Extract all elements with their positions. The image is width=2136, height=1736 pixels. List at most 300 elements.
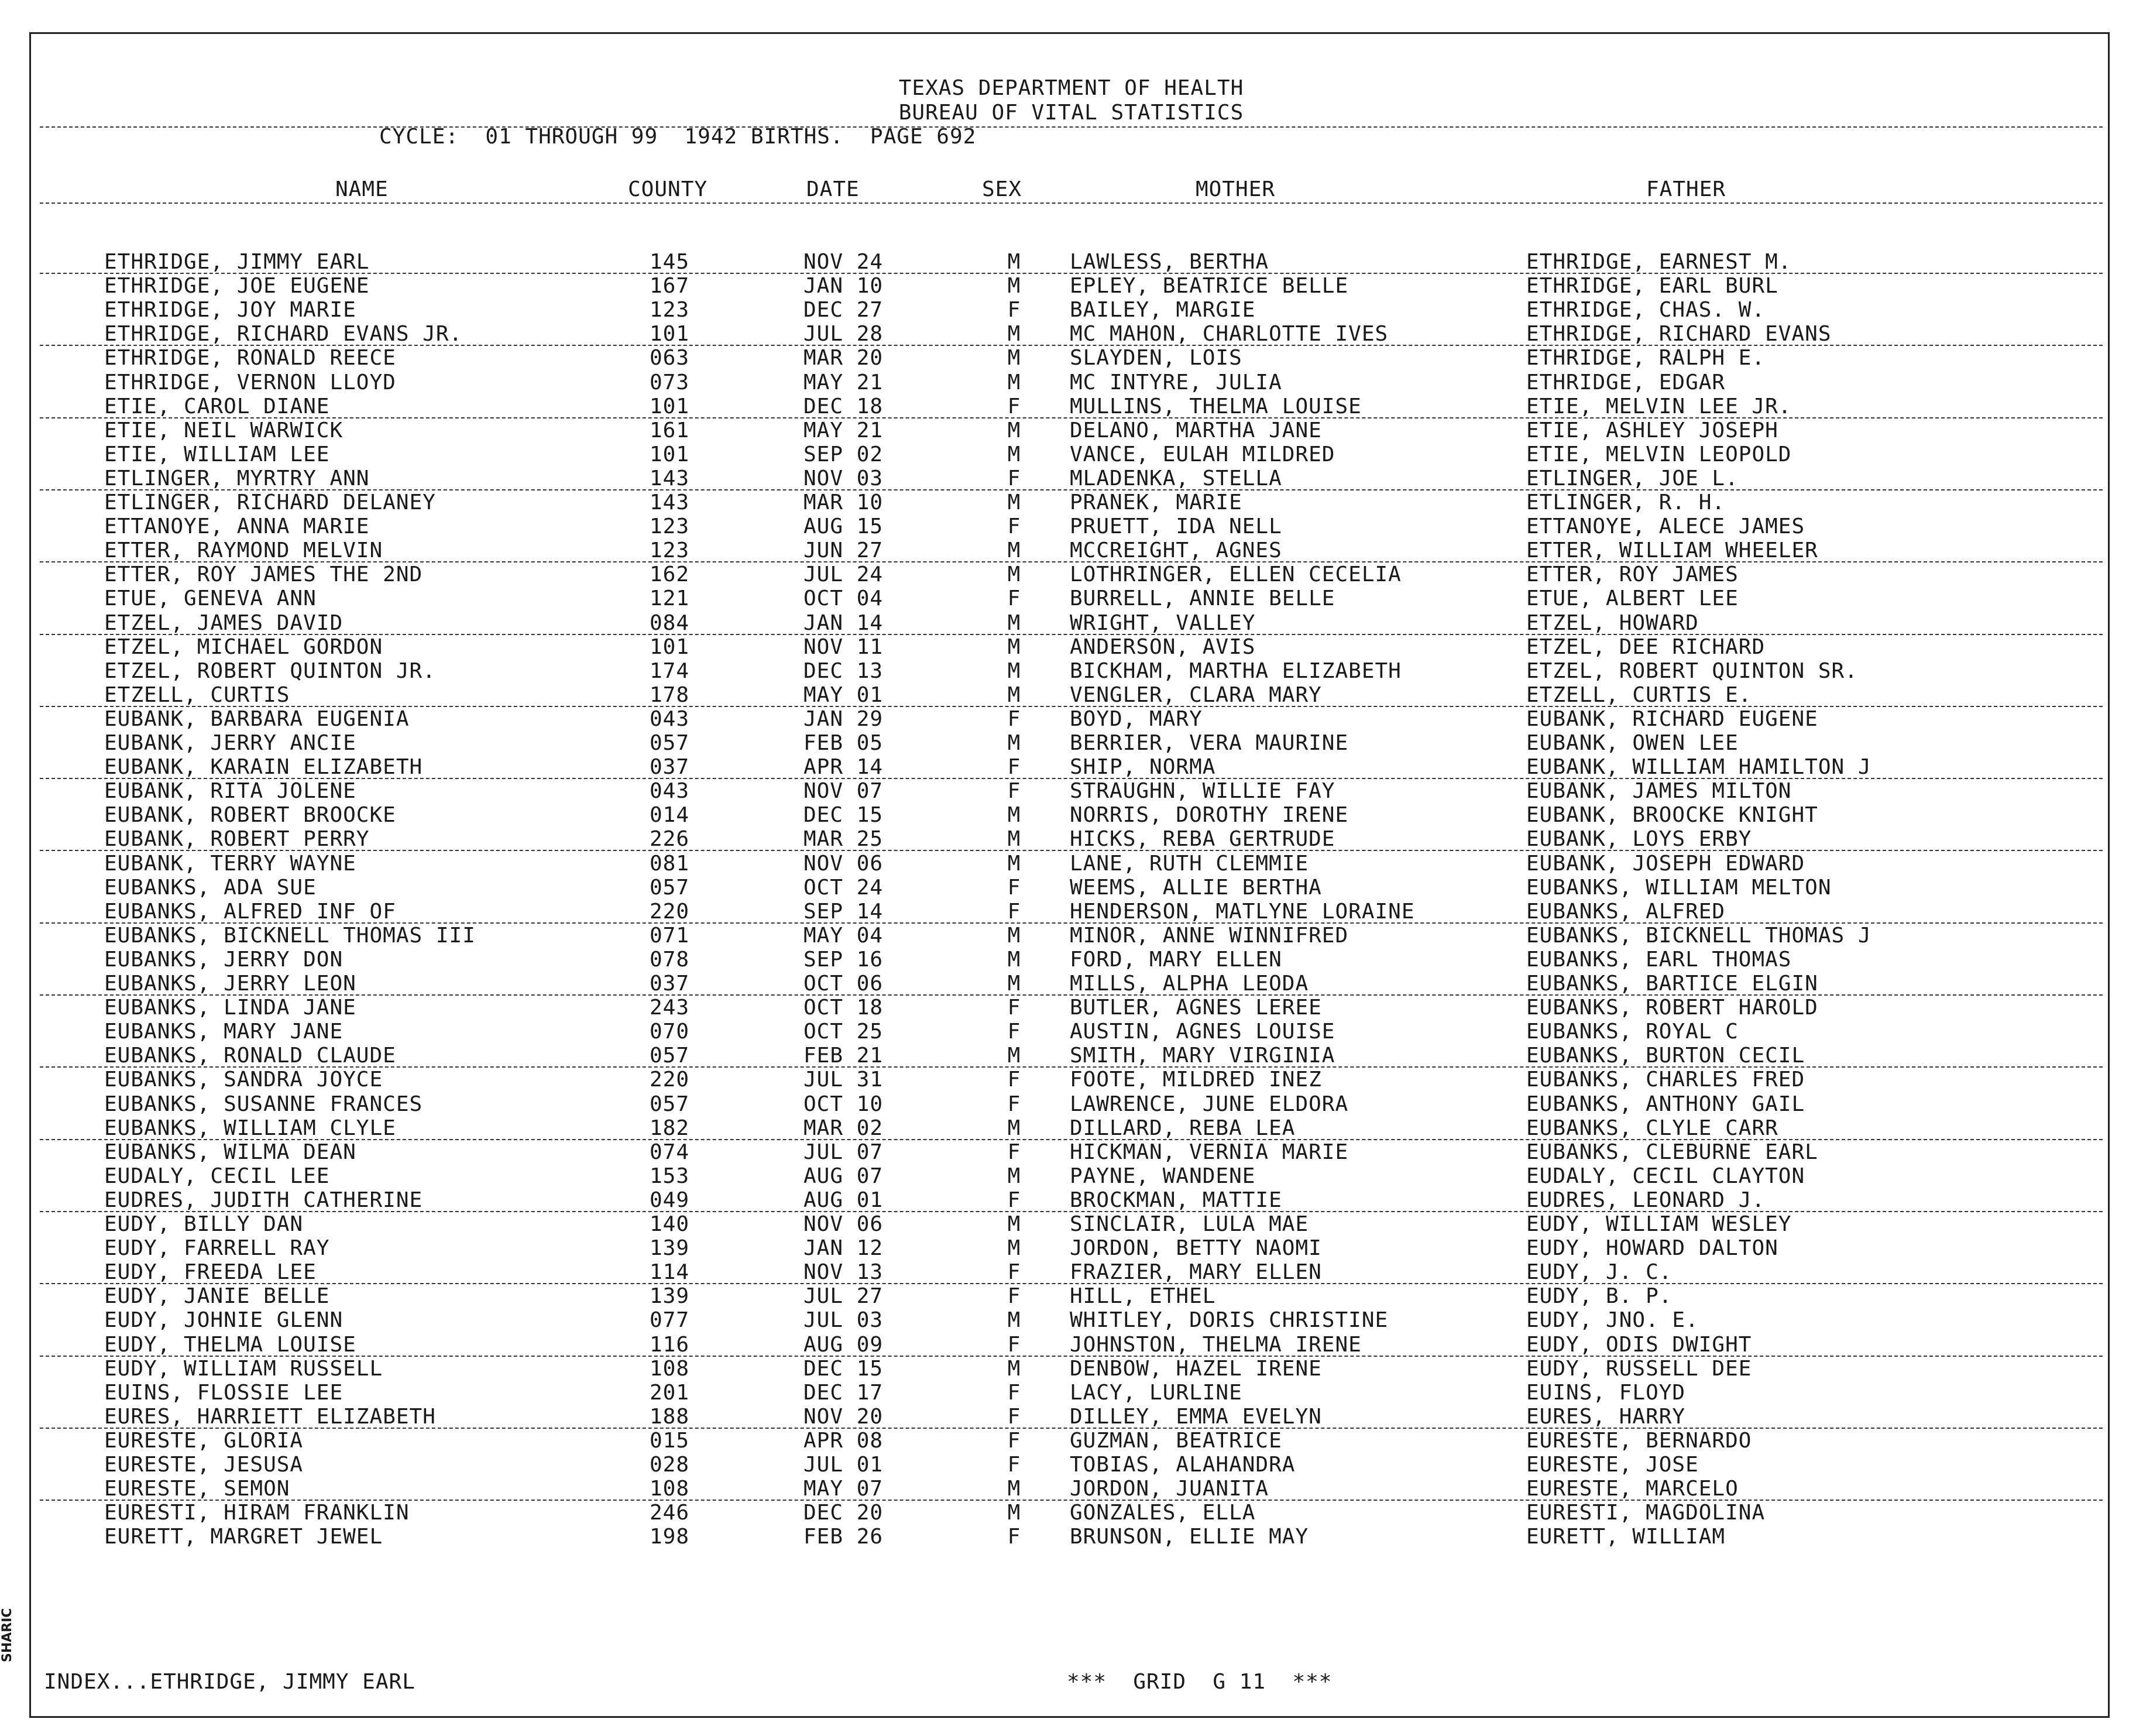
date-cell: MAR 02 [803,1116,884,1140]
table-row [31,346,2111,370]
county-cell: 081 [649,851,689,876]
date-cell: OCT 25 [803,1020,884,1044]
date-cell: DEC 13 [803,658,884,683]
mother-cell: LACY, LURLINE [1070,1380,1242,1405]
sex-cell: F [1007,1140,1021,1164]
county-cell: 108 [649,1356,689,1381]
sex-cell: F [1007,514,1021,539]
sex-cell: M [1007,1164,1021,1188]
mother-cell: BRUNSON, ELLIE MAY [1070,1525,1309,1549]
date-cell: MAY 01 [803,682,884,707]
mother-cell: DELANO, MARTHA JANE [1070,418,1322,442]
sex-cell: M [1007,803,1021,828]
father-cell: ETHRIDGE, RICHARD EVANS [1526,322,1832,346]
sex-cell: M [1007,658,1021,683]
county-cell: 123 [649,538,689,563]
column-header-county: COUNTY [628,177,708,201]
county-cell: 074 [649,1140,689,1164]
father-cell: ETZEL, DEE RICHARD [1526,634,1766,659]
date-cell: AUG 07 [803,1164,884,1188]
father-cell: EUBANKS, BURTON CECIL [1526,1044,1805,1068]
county-cell: 015 [649,1428,689,1453]
name-cell: ETHRIDGE, JOY MARIE [104,298,356,323]
mother-cell: WEEMS, ALLIE BERTHA [1070,875,1322,900]
father-cell: EURES, HARRY [1526,1404,1686,1429]
table-row [31,395,2111,418]
date-cell: MAY 21 [803,418,884,442]
mother-cell: LAWRENCE, JUNE ELDORA [1070,1092,1349,1116]
date-cell: MAY 07 [803,1477,884,1501]
sex-cell: F [1007,1092,1021,1116]
name-cell: ETHRIDGE, JIMMY EARL [104,250,370,274]
table-row [31,1501,2111,1525]
father-cell: ETZELL, CURTIS E. [1526,682,1752,707]
name-cell: EUDY, JOHNIE GLENN [104,1308,344,1333]
header-bureau: BUREAU OF VITAL STATISTICS [898,101,1244,125]
sex-cell: F [1007,1020,1021,1044]
table-row [31,1357,2111,1381]
father-cell: EUDY, B. P. [1526,1284,1673,1309]
father-cell: EUBANKS, ROYAL C [1526,1020,1739,1044]
name-cell: ETHRIDGE, RICHARD EVANS JR. [104,322,463,346]
sex-cell: M [1007,322,1021,346]
county-cell: 101 [649,394,689,418]
county-cell: 121 [649,586,689,611]
sex-cell: M [1007,731,1021,755]
date-cell: MAR 20 [803,346,884,370]
table-row [31,660,2111,683]
table-row [31,780,2111,803]
table-row [31,684,2111,707]
name-cell: ETHRIDGE, JOE EUGENE [104,274,370,299]
date-cell: JAN 10 [803,274,884,299]
county-cell: 178 [649,682,689,707]
name-cell: EUBANK, KARAIN ELIZABETH [104,755,423,780]
county-cell: 071 [649,923,689,948]
father-cell: ETHRIDGE, CHAS. W. [1526,298,1766,323]
table-row [31,1093,2111,1116]
mother-cell: EPLEY, BEATRICE BELLE [1070,274,1349,299]
mother-cell: GONZALES, ELLA [1070,1501,1256,1525]
name-cell: EUDY, THELMA LOUISE [104,1332,356,1357]
column-header-sex: SEX [982,177,1022,201]
date-cell: MAY 21 [803,370,884,394]
sex-cell: F [1007,1260,1021,1285]
table-row [31,1117,2111,1140]
father-cell: ETTER, WILLIAM WHEELER [1526,538,1818,563]
county-cell: 123 [649,298,689,323]
name-cell: EUBANK, JERRY ANCIE [104,731,356,755]
table-row [31,1237,2111,1260]
father-cell: EUBANK, LOYS ERBY [1526,827,1752,852]
mother-cell: VENGLER, CLARA MARY [1070,682,1322,707]
date-cell: MAY 04 [803,923,884,948]
sex-cell: F [1007,779,1021,804]
date-cell: JUL 28 [803,322,884,346]
sex-cell: M [1007,610,1021,635]
table-row [31,1333,2111,1357]
name-cell: EUDY, WILLIAM RUSSELL [104,1356,383,1381]
name-cell: EUBANKS, JERRY DON [104,947,344,972]
date-cell: SEP 14 [803,899,884,924]
name-cell: ETHRIDGE, RONALD REECE [104,346,396,370]
county-cell: 143 [649,466,689,490]
sex-cell: M [1007,346,1021,370]
father-cell: EUDY, ODIS DWIGHT [1526,1332,1752,1357]
footer-grid: *** GRID G 11 *** [1067,1670,1333,1694]
name-cell: ETLINGER, MYRTRY ANN [104,466,370,490]
father-cell: EUDY, RUSSELL DEE [1526,1356,1752,1381]
sex-cell: M [1007,1356,1021,1381]
sex-cell: F [1007,394,1021,418]
county-cell: 063 [649,346,689,370]
name-cell: EUBANKS, RONALD CLAUDE [104,1044,396,1068]
name-cell: EUBANK, TERRY WAYNE [104,851,356,876]
name-cell: EUBANKS, MARY JANE [104,1020,344,1044]
date-cell: MAR 25 [803,827,884,852]
sex-cell: M [1007,538,1021,563]
mother-cell: AUSTIN, AGNES LOUISE [1070,1020,1335,1044]
sex-cell: F [1007,706,1021,731]
date-cell: AUG 09 [803,1332,884,1357]
name-cell: ETTER, ROY JAMES THE 2ND [104,562,423,587]
date-cell: OCT 18 [803,996,884,1020]
footer-index: INDEX...ETHRIDGE, JIMMY EARL [44,1670,415,1694]
table-row [31,1068,2111,1092]
mother-cell: MILLS, ALPHA LEODA [1070,972,1309,996]
sex-cell: F [1007,996,1021,1020]
father-cell: EUBANK, OWEN LEE [1526,731,1739,755]
name-cell: ETZEL, ROBERT QUINTON JR. [104,658,436,683]
father-cell: EUDY, JNO. E. [1526,1308,1699,1333]
county-cell: 145 [649,250,689,274]
father-cell: ETIE, ASHLEY JOSEPH [1526,418,1778,442]
name-cell: ETZEL, JAMES DAVID [104,610,344,635]
mother-cell: STRAUGHN, WILLIE FAY [1070,779,1335,804]
county-cell: 101 [649,442,689,466]
name-cell: EUBANK, RITA JOLENE [104,779,356,804]
county-cell: 162 [649,562,689,587]
date-cell: APR 14 [803,755,884,780]
sex-cell: F [1007,899,1021,924]
date-cell: FEB 26 [803,1525,884,1549]
table-row [31,1453,2111,1477]
name-cell: EUDY, FREEDA LEE [104,1260,317,1285]
county-cell: 028 [649,1453,689,1477]
table-row [31,636,2111,659]
father-cell: EUBANKS, BARTICE ELGIN [1526,972,1818,996]
father-cell: EUBANKS, ROBERT HAROLD [1526,996,1818,1020]
county-cell: 037 [649,972,689,996]
date-cell: FEB 21 [803,1044,884,1068]
name-cell: EUDY, FARRELL RAY [104,1236,330,1261]
table-row [31,876,2111,900]
table-row [31,371,2111,394]
table-row [31,1309,2111,1332]
sex-cell: M [1007,274,1021,299]
table-row [31,1261,2111,1284]
date-cell: OCT 10 [803,1092,884,1116]
father-cell: EUDRES, LEONARD J. [1526,1188,1766,1212]
table-row [31,900,2111,924]
father-cell: EURESTE, JOSE [1526,1453,1699,1477]
mother-cell: LAWLESS, BERTHA [1070,250,1269,274]
mother-cell: SINCLAIR, LULA MAE [1070,1212,1309,1236]
mother-cell: ANDERSON, AVIS [1070,634,1256,659]
father-cell: ETHRIDGE, EARL BURL [1526,274,1778,299]
sex-cell: M [1007,490,1021,514]
father-cell: ETIE, MELVIN LEOPOLD [1526,442,1792,466]
document-frame [29,32,2110,1718]
father-cell: EUBANK, WILLIAM HAMILTON J [1526,755,1871,780]
county-cell: 174 [649,658,689,683]
sex-cell: F [1007,875,1021,900]
name-cell: ETTER, RAYMOND MELVIN [104,538,383,563]
sex-cell: M [1007,442,1021,466]
father-cell: EUBANKS, CLEBURNE EARL [1526,1140,1818,1164]
sex-cell: M [1007,972,1021,996]
father-cell: EURESTI, MAGDOLINA [1526,1501,1766,1525]
mother-cell: SHIP, NORMA [1070,755,1216,780]
date-cell: AUG 15 [803,514,884,539]
date-cell: APR 08 [803,1428,884,1453]
sex-cell: M [1007,923,1021,948]
sex-cell: F [1007,1188,1021,1212]
county-cell: 182 [649,1116,689,1140]
county-cell: 201 [649,1380,689,1405]
date-cell: NOV 13 [803,1260,884,1285]
father-cell: EUBANKS, WILLIAM MELTON [1526,875,1832,900]
table-row [31,1381,2111,1405]
table-row [31,275,2111,298]
table-row [31,1429,2111,1453]
table-row [31,299,2111,322]
date-cell: JUL 01 [803,1453,884,1477]
date-cell: DEC 18 [803,394,884,418]
mother-cell: DILLARD, REBA LEA [1070,1116,1296,1140]
county-cell: 220 [649,1068,689,1092]
sex-cell: M [1007,1477,1021,1501]
mother-cell: JORDON, JUANITA [1070,1477,1269,1501]
table-row [31,587,2111,610]
table-row [31,996,2111,1020]
father-cell: EUBANKS, CLYLE CARR [1526,1116,1778,1140]
father-cell: EURETT, WILLIAM [1526,1525,1726,1549]
date-cell: NOV 11 [803,634,884,659]
county-cell: 220 [649,899,689,924]
father-cell: EUDY, WILLIAM WESLEY [1526,1212,1792,1236]
date-cell: JUL 24 [803,562,884,587]
mother-cell: HILL, ETHEL [1070,1284,1216,1309]
date-cell: OCT 06 [803,972,884,996]
name-cell: EUBANKS, BICKNELL THOMAS III [104,923,476,948]
sex-cell: M [1007,827,1021,852]
table-row [31,1189,2111,1212]
father-cell: EUBANK, RICHARD EUGENE [1526,706,1818,731]
father-cell: EUBANKS, ANTHONY GAIL [1526,1092,1805,1116]
sex-cell: F [1007,298,1021,323]
table-row [31,491,2111,514]
table-row [31,948,2111,972]
name-cell: EUBANKS, ALFRED INF OF [104,899,396,924]
date-cell: JAN 14 [803,610,884,635]
table-row [31,1477,2111,1501]
table-row [31,563,2111,586]
mother-cell: BAILEY, MARGIE [1070,298,1256,323]
date-cell: JUL 31 [803,1068,884,1092]
county-cell: 101 [649,322,689,346]
mother-cell: HICKS, REBA GERTRUDE [1070,827,1335,852]
mother-cell: BOYD, MARY [1070,706,1203,731]
column-header-father: FATHER [1646,177,1726,201]
name-cell: EUBANKS, ADA SUE [104,875,317,900]
mother-cell: LOTHRINGER, ELLEN CECELIA [1070,562,1402,587]
column-header-mother: MOTHER [1196,177,1276,201]
mother-cell: MULLINS, THELMA LOUISE [1070,394,1362,418]
sex-cell: M [1007,250,1021,274]
name-cell: ETIE, WILLIAM LEE [104,442,330,466]
county-cell: 037 [649,755,689,780]
father-cell: ETLINGER, JOE L. [1526,466,1739,490]
table-row [31,1213,2111,1236]
mother-cell: FRAZIER, MARY ELLEN [1070,1260,1322,1285]
mother-cell: PRANEK, MARIE [1070,490,1242,514]
sex-cell: F [1007,1380,1021,1405]
header-agency: TEXAS DEPARTMENT OF HEALTH [898,76,1244,100]
mother-cell: JORDON, BETTY NAOMI [1070,1236,1322,1261]
mother-cell: LANE, RUTH CLEMMIE [1070,851,1309,876]
county-cell: 078 [649,947,689,972]
sex-cell: M [1007,947,1021,972]
table-row [31,756,2111,779]
county-cell: 114 [649,1260,689,1285]
mother-cell: BUTLER, AGNES LEREE [1070,996,1322,1020]
table-row [31,515,2111,538]
mother-cell: GUZMAN, BEATRICE [1070,1428,1282,1453]
father-cell: ETHRIDGE, EARNEST M. [1526,250,1792,274]
name-cell: EUBANK, ROBERT BROOCKE [104,803,396,828]
father-cell: ETTANOYE, ALECE JAMES [1526,514,1805,539]
table-row [31,804,2111,827]
name-cell: EUDY, BILLY DAN [104,1212,304,1236]
table-row [31,1044,2111,1068]
mother-cell: FORD, MARY ELLEN [1070,947,1282,972]
sex-cell: M [1007,1236,1021,1261]
date-cell: NOV 03 [803,466,884,490]
date-cell: SEP 02 [803,442,884,466]
name-cell: EUBANKS, WILLIAM CLYLE [104,1116,396,1140]
date-cell: OCT 04 [803,586,884,611]
county-cell: 101 [649,634,689,659]
date-cell: DEC 15 [803,1356,884,1381]
father-cell: EUBANKS, ALFRED [1526,899,1726,924]
table-row [31,852,2111,876]
father-cell: ETZEL, HOWARD [1526,610,1699,635]
county-cell: 057 [649,875,689,900]
county-cell: 057 [649,731,689,755]
father-cell: EUBANK, JAMES MILTON [1526,779,1792,804]
mother-cell: MLADENKA, STELLA [1070,466,1282,490]
county-cell: 077 [649,1308,689,1333]
father-cell: ETUE, ALBERT LEE [1526,586,1739,611]
sex-cell: M [1007,418,1021,442]
name-cell: EUBANKS, JERRY LEON [104,972,356,996]
mother-cell: PAYNE, WANDENE [1070,1164,1256,1188]
date-cell: MAR 10 [803,490,884,514]
date-cell: JUL 07 [803,1140,884,1164]
sex-cell: M [1007,634,1021,659]
table-row [31,539,2111,562]
date-cell: NOV 24 [803,250,884,274]
father-cell: EUDALY, CECIL CLAYTON [1526,1164,1805,1188]
date-cell: JUL 27 [803,1284,884,1309]
mother-cell: VANCE, EULAH MILDRED [1070,442,1335,466]
father-cell: EURESTE, BERNARDO [1526,1428,1752,1453]
mother-cell: BURRELL, ANNIE BELLE [1070,586,1335,611]
mother-cell: WHITLEY, DORIS CHRISTINE [1070,1308,1389,1333]
county-cell: 153 [649,1164,689,1188]
mother-cell: JOHNSTON, THELMA IRENE [1070,1332,1362,1357]
father-cell: EUDY, HOWARD DALTON [1526,1236,1778,1261]
mother-cell: SMITH, MARY VIRGINIA [1070,1044,1335,1068]
county-cell: 198 [649,1525,689,1549]
table-row [31,708,2111,731]
name-cell: EUINS, FLOSSIE LEE [104,1380,344,1405]
name-cell: ETLINGER, RICHARD DELANEY [104,490,436,514]
sex-cell: M [1007,562,1021,587]
sex-cell: F [1007,755,1021,780]
county-cell: 243 [649,996,689,1020]
name-cell: ETUE, GENEVA ANN [104,586,317,611]
table-row [31,924,2111,948]
mother-cell: MC MAHON, CHARLOTTE IVES [1070,322,1389,346]
name-cell: ETIE, NEIL WARWICK [104,418,344,442]
father-cell: ETHRIDGE, EDGAR [1526,370,1726,394]
table-row [31,732,2111,755]
date-cell: JUL 03 [803,1308,884,1333]
county-cell: 043 [649,779,689,804]
date-cell: JAN 12 [803,1236,884,1261]
county-cell: 139 [649,1284,689,1309]
father-cell: ETIE, MELVIN LEE JR. [1526,394,1792,418]
date-cell: NOV 20 [803,1404,884,1429]
mother-cell: PRUETT, IDA NELL [1070,514,1282,539]
county-cell: 057 [649,1044,689,1068]
mother-cell: BICKHAM, MARTHA ELIZABETH [1070,658,1402,683]
sex-cell: M [1007,1044,1021,1068]
column-header-date: DATE [806,177,860,201]
cycle-line: CYCLE: 01 THROUGH 99 1942 BIRTHS. PAGE 692 [379,125,977,149]
name-cell: ETZELL, CURTIS [104,682,290,707]
father-cell: EUBANK, JOSEPH EDWARD [1526,851,1805,876]
county-cell: 246 [649,1501,689,1525]
date-cell: NOV 07 [803,779,884,804]
mother-cell: TOBIAS, ALAHANDRA [1070,1453,1296,1477]
table-row [31,443,2111,466]
county-cell: 057 [649,1092,689,1116]
father-cell: EUBANKS, EARL THOMAS [1526,947,1792,972]
table-row [31,1525,2111,1549]
column-header-name: NAME [335,177,389,201]
name-cell: EURETT, MARGRET JEWEL [104,1525,383,1549]
date-cell: JAN 29 [803,706,884,731]
table-row [31,1141,2111,1164]
name-cell: EURESTI, HIRAM FRANKLIN [104,1501,410,1525]
mother-cell: MINOR, ANNE WINNIFRED [1070,923,1349,948]
name-cell: ETIE, CAROL DIANE [104,394,330,418]
sex-cell: M [1007,1501,1021,1525]
date-cell: NOV 06 [803,1212,884,1236]
